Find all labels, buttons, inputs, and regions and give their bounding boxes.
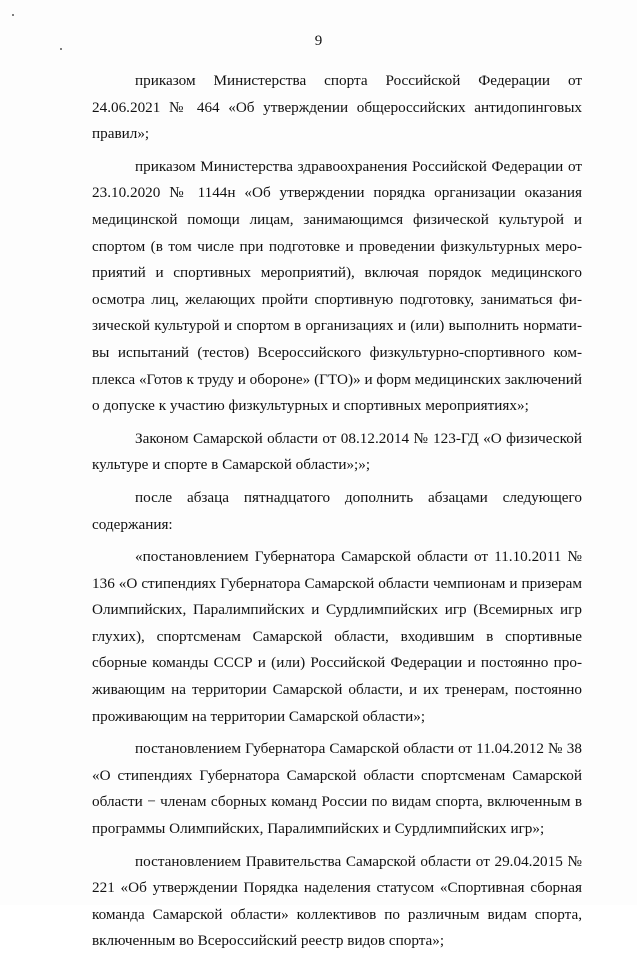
page-number: 9 bbox=[314, 33, 323, 49]
paragraph-government-decree-2015: постановлением Правительства Самарской области от 29.04.2015 № 221 «Об утверждении Порядка наделения статусом «Спортивная сборная команда Самарской области» коллективов по различным видам спорта, включенным во Всероссийский реестр видов спорта»; bbox=[92, 852, 582, 950]
paragraph-samara-sport-law: Законом Самарской области от 08.12.2014 № 123-ГД «О физической культуре и спорте в Самарской области»;»; bbox=[92, 429, 582, 474]
scan-artifact bbox=[12, 14, 14, 16]
paragraph-antidoping-order: приказом Министерства спорта Российской Федерации от 24.06.2021 № 464 «Об утверждении общероссийских антидопинговых правил»; bbox=[92, 72, 582, 143]
paragraph-governor-decree-2012: постановлением Губернатора Самарской области от 11.04.2012 № 38 «О стипендиях Губернатора Самарской области спортсменам Самарской области − членам сборных команд России по видам спорта, включенным в программы Олимпийских, Паралимпийских и Сурдлимпийских игр»; bbox=[92, 740, 582, 838]
paragraph-health-ministry-order: приказом Министерства здравоохранения Российской Федерации от 23.10.2020 № 1144н «Об утверждении порядка организации оказания медицинской помощи лицам, занимающимся физической культурой и спортом (в том числе при подготовке и проведении физкультурных мероприятий и спортивных мероприятий), включая порядок медицинского осмотра лиц, желающих пройти спортивную подготовку, заниматься физической культурой и спортом в организациях и (или) выполнить нормативы испытаний (тестов) Всероссийского физкультурно-спортивного комплекса «Готов к труду и обороне» (ГТО)» и форм медицинских заключений о допуске к участию физкультурных и спортивных мероприятиях»; bbox=[92, 157, 582, 415]
paragraph-amendment-instruction: после абзаца пятнадцатого дополнить абзацами следующего содержания: bbox=[92, 488, 582, 533]
paragraph-governor-decree-2011: «постановлением Губернатора Самарской области от 11.10.2011 № 136 «О стипендиях Губернатора Самарской области чемпионам и призерам Олимпийских, Паралимпийских и Сурдлимпийских игр (Всемирных игр глухих), спортсменам Самарской области, входившим в спортивные сборные команды СССР и (или) Российской Федерации и постоянно проживающим на территории Самарской области, и их тренерам, постоянно проживающим на территории Самарской области»; bbox=[92, 548, 582, 725]
document-body bbox=[92, 68, 582, 955]
